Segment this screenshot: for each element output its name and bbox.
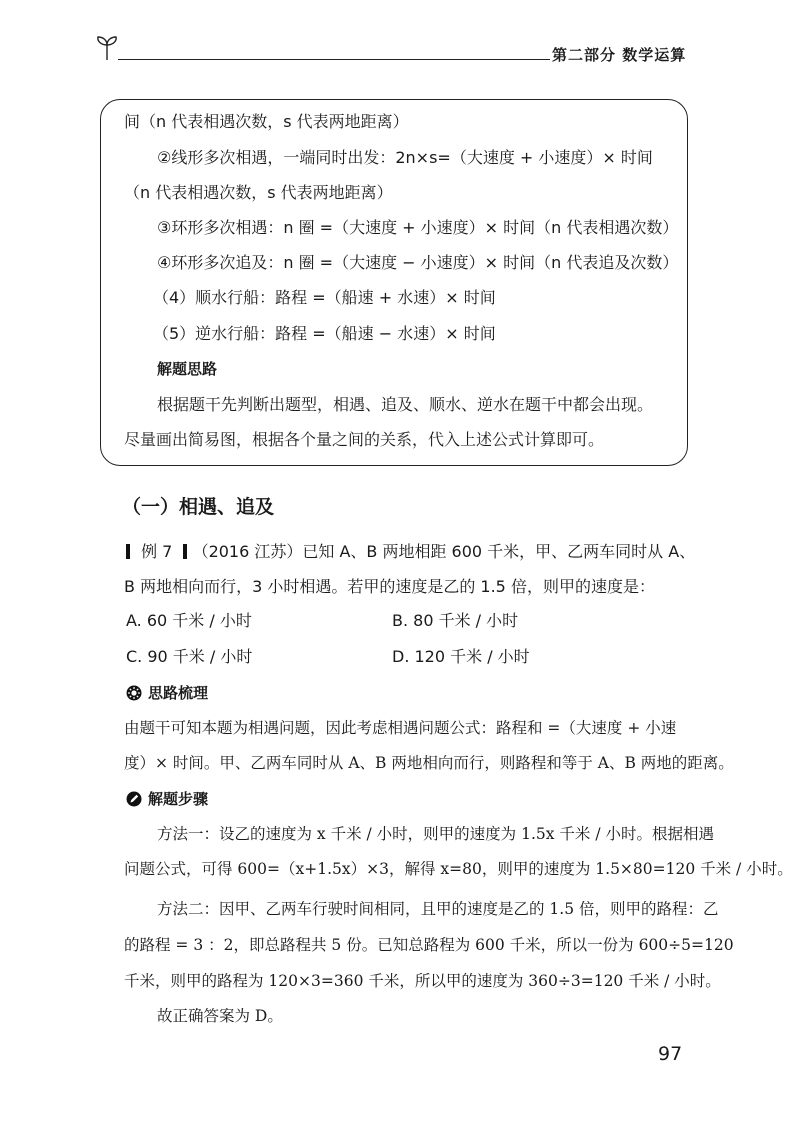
sprout-icon xyxy=(92,32,122,62)
example-text-line-2: B 两地相向而行，3 小时相遇。若甲的速度是乙的 1.5 倍，则甲的速度是： xyxy=(124,577,655,596)
solution-line-4: 的路程 = 3 ：2，即总路程共 5 份。已知总路程为 600 千米，所以一份为 600÷5=120 xyxy=(124,936,734,954)
example-marker-right xyxy=(183,544,187,559)
example-header xyxy=(126,541,695,563)
box-line-3: （n 代表相遇次数，s 代表两地距离） xyxy=(124,183,393,202)
page-number: 97 xyxy=(658,1043,683,1065)
header-rule xyxy=(118,59,550,60)
thinking-heading: 解题思路 xyxy=(157,360,218,378)
solution-line-1: 方法一：设乙的速度为 x 千米 / 小时，则甲的速度为 1.5x 千米 / 小时。根据相遇 xyxy=(157,825,714,843)
option-a: A. 60 千米 / 小时 xyxy=(126,611,252,630)
box-line-2: ②线形多次相遇，一端同时出发：2n×s=（大速度 + 小速度）× 时间 xyxy=(157,148,653,167)
solution-line-3: 方法二：因甲、乙两车行驶时间相同，且甲的速度是乙的 1.5 倍，则甲的路程：乙 xyxy=(157,900,719,918)
section-heading: （一）相遇、追及 xyxy=(122,496,275,518)
example-text-line-1: （2016 江苏）已知 A、B 两地相距 600 千米，甲、乙两车同时从 A、 xyxy=(192,542,696,561)
analysis-heading: 思路梳理 xyxy=(148,684,209,702)
option-c: C. 90 千米 / 小时 xyxy=(126,647,253,666)
section-title: 第二部分 数学运算 xyxy=(552,46,687,64)
box-line-4: ③环形多次相遇：n 圈 =（大速度 + 小速度）× 时间（n 代表相遇次数） xyxy=(157,218,679,237)
example-label: 例 7 xyxy=(141,542,173,561)
analysis-line-1: 由题干可知本题为相遇问题，因此考虑相遇问题公式：路程和 =（大速度 + 小速 xyxy=(124,719,677,737)
analysis-heading-row xyxy=(126,682,208,704)
solution-line-5: 千米，则甲的路程为 120×3=360 千米，所以甲的速度为 360÷3=120 千米 / 小时。 xyxy=(124,972,721,990)
solution-heading-row xyxy=(126,788,208,810)
box-line-5: ④环形多次追及：n 圈 =（大速度 − 小速度）× 时间（n 代表追及次数） xyxy=(157,253,679,272)
box-line-6: （4）顺水行船：路程 =（船速 + 水速）× 时间 xyxy=(153,288,496,307)
box-line-1: 间（n 代表相遇次数，s 代表两地距离） xyxy=(124,112,409,131)
thinking-line-2: 尽量画出简易图，根据各个量之间的关系，代入上述公式计算即可。 xyxy=(124,430,605,449)
solution-answer: 故正确答案为 D。 xyxy=(157,1007,283,1025)
sun-icon xyxy=(126,685,142,701)
box-line-7: （5）逆水行船：路程 =（船速 − 水速）× 时间 xyxy=(153,324,496,343)
solution-heading: 解题步骤 xyxy=(148,790,209,808)
pencil-circle-icon xyxy=(126,791,142,807)
analysis-line-2: 度）× 时间。甲、乙两车同时从 A、B 两地相向而行，则路程和等于 A、B 两地的距离。 xyxy=(124,754,734,772)
option-d: D. 120 千米 / 小时 xyxy=(392,647,530,666)
example-marker-left xyxy=(126,544,130,559)
option-b: B. 80 千米 / 小时 xyxy=(392,611,519,630)
solution-line-2: 问题公式，可得 600=（x+1.5x）×3，解得 x=80，则甲的速度为 1.5×80=120 千米 / 小时。 xyxy=(124,860,793,878)
thinking-line-1: 根据题干先判断出题型，相遇、追及、顺水、逆水在题干中都会出现。 xyxy=(157,395,654,414)
